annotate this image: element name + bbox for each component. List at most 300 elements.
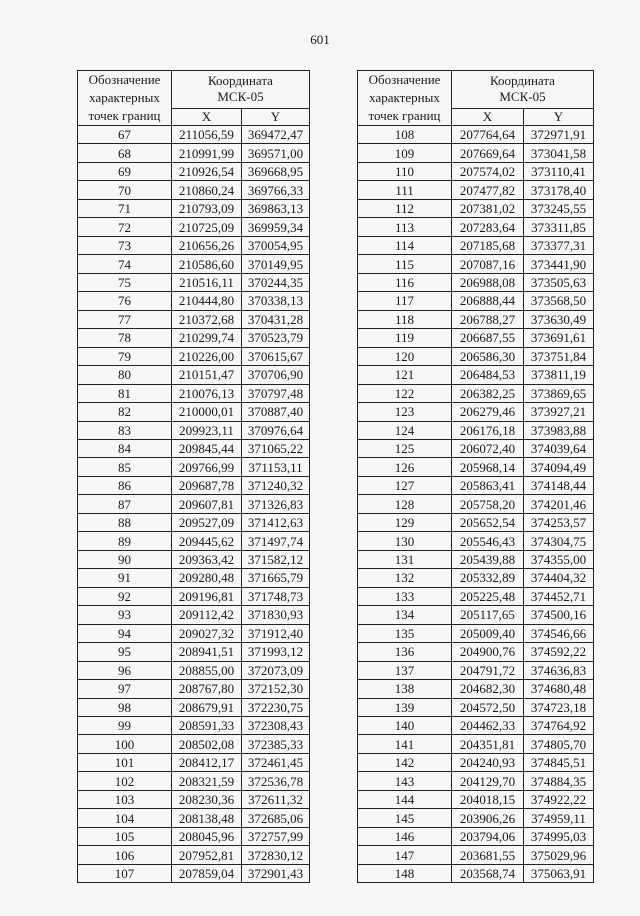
y-value-cell: 372385,33 [242,735,310,753]
y-value-cell: 373983,88 [524,421,594,439]
table-row [358,273,594,291]
y-value-cell: 372901,43 [242,864,310,882]
x-value-cell: 207764,64 [452,126,524,144]
point-label-cell: 101 [78,753,172,771]
label-header-line-3: точек границ [88,108,161,123]
y-value-cell: 372830,12 [242,846,310,864]
point-label-cell: 135 [358,624,452,642]
table-row [358,421,594,439]
table-row [78,753,310,771]
x-value-cell: 205863,41 [452,476,524,494]
table-row [78,643,310,661]
x-value-cell: 205968,14 [452,458,524,476]
x-value-cell: 211056,59 [172,126,242,144]
x-value-cell: 210372,68 [172,310,242,328]
x-value-cell: 210926,54 [172,162,242,180]
x-value-cell: 208321,59 [172,772,242,790]
point-label-cell: 100 [78,735,172,753]
y-value-cell: 374253,57 [524,513,594,531]
x-value-cell: 208591,33 [172,717,242,735]
x-value-cell: 209845,44 [172,439,242,457]
table-row [358,310,594,328]
table-row [78,587,310,605]
point-label-cell: 75 [78,273,172,291]
point-label-cell: 79 [78,347,172,365]
table-row [358,218,594,236]
coord-header-line-2: МСК-05 [499,89,546,105]
table-row [78,439,310,457]
y-column-header: Y [242,108,310,125]
y-value-cell: 373751,84 [524,347,594,365]
x-value-cell: 207952,81 [172,846,242,864]
x-value-cell: 204351,81 [452,735,524,753]
table-row [358,199,594,217]
table-row [358,753,594,771]
y-value-cell: 372611,32 [242,790,310,808]
label-header-line-2: характерных [369,90,440,105]
x-value-cell: 206176,18 [452,421,524,439]
x-value-cell: 205117,65 [452,606,524,624]
x-value-cell: 208045,96 [172,827,242,845]
y-value-cell: 371665,79 [242,569,310,587]
table-row [78,458,310,476]
x-value-cell: 208679,91 [172,698,242,716]
point-label-cell: 92 [78,587,172,605]
y-value-cell: 374636,83 [524,661,594,679]
x-value-cell: 210656,26 [172,236,242,254]
y-value-cell: 369959,34 [242,218,310,236]
point-label-cell: 124 [358,421,452,439]
y-value-cell: 372152,30 [242,680,310,698]
point-label-cell: 145 [358,809,452,827]
x-value-cell: 210076,13 [172,384,242,402]
point-label-cell: 117 [358,292,452,310]
table-row [358,717,594,735]
table-row [358,513,594,531]
table-row [358,329,594,347]
table-body-right [358,126,594,883]
y-value-cell: 373869,65 [524,384,594,402]
point-label-cell: 102 [78,772,172,790]
y-value-cell: 370976,64 [242,421,310,439]
y-value-cell: 369863,13 [242,199,310,217]
point-label-cell: 123 [358,403,452,421]
y-value-cell: 371830,93 [242,606,310,624]
x-value-cell: 208412,17 [172,753,242,771]
y-value-cell: 372757,99 [242,827,310,845]
x-value-cell: 209112,42 [172,606,242,624]
label-header-line-3: точек границ [368,108,441,123]
coord-header-line-1: Координата [208,73,273,89]
x-value-cell: 207669,64 [452,144,524,162]
table-row [78,717,310,735]
table-row [78,846,310,864]
table-row [78,384,310,402]
point-label-cell: 128 [358,495,452,513]
table-row [358,550,594,568]
table-row [358,569,594,587]
table-row [358,643,594,661]
point-label-cell: 103 [78,790,172,808]
table-row [78,827,310,845]
table-row [78,864,310,882]
point-label-cell: 98 [78,698,172,716]
y-value-cell: 369766,33 [242,181,310,199]
x-value-cell: 209607,81 [172,495,242,513]
table-row [78,162,310,180]
y-value-cell: 369472,47 [242,126,310,144]
table-row [78,735,310,753]
x-value-cell: 209445,62 [172,532,242,550]
y-value-cell: 371993,12 [242,643,310,661]
x-value-cell: 210516,11 [172,273,242,291]
x-value-cell: 209196,81 [172,587,242,605]
x-value-cell: 210586,60 [172,255,242,273]
x-value-cell: 203906,26 [452,809,524,827]
y-value-cell: 374094,49 [524,458,594,476]
x-value-cell: 207381,02 [452,199,524,217]
point-label-cell: 74 [78,255,172,273]
table-row [358,126,594,144]
x-value-cell: 204018,15 [452,790,524,808]
x-value-cell: 205439,88 [452,550,524,568]
x-value-cell: 205332,89 [452,569,524,587]
table-row [78,495,310,513]
y-value-cell: 371240,32 [242,476,310,494]
table-row [358,366,594,384]
x-value-cell: 210793,09 [172,199,242,217]
point-label-cell: 146 [358,827,452,845]
point-label-cell: 147 [358,846,452,864]
y-value-cell: 372308,43 [242,717,310,735]
table-row [78,366,310,384]
point-label-cell: 114 [358,236,452,254]
x-value-cell: 205009,40 [452,624,524,642]
y-value-cell: 374884,35 [524,772,594,790]
y-value-cell: 372685,06 [242,809,310,827]
x-column-header: X [452,108,524,125]
y-value-cell: 372971,91 [524,126,594,144]
point-label-cell: 121 [358,366,452,384]
table-row [358,347,594,365]
coordinate-header [172,71,310,109]
x-value-cell: 210000,01 [172,403,242,421]
point-label-cell: 113 [358,218,452,236]
point-label-cell: 72 [78,218,172,236]
point-label-cell: 97 [78,680,172,698]
table-row [358,809,594,827]
y-value-cell: 373441,90 [524,255,594,273]
point-label-cell: 126 [358,458,452,476]
point-label-cell: 83 [78,421,172,439]
x-value-cell: 207574,02 [452,162,524,180]
table-row [358,661,594,679]
point-label-cell: 96 [78,661,172,679]
x-value-cell: 204129,70 [452,772,524,790]
y-value-cell: 369668,95 [242,162,310,180]
y-value-cell: 374922,22 [524,790,594,808]
point-label-cell: 105 [78,827,172,845]
point-label-cell: 77 [78,310,172,328]
label-header-line-1: Обозначение [368,72,441,87]
point-label-cell: 82 [78,403,172,421]
table-row [358,864,594,882]
y-value-cell: 371497,74 [242,532,310,550]
point-label-cell: 129 [358,513,452,531]
point-label-cell: 133 [358,587,452,605]
table-row [358,495,594,513]
table-row [78,661,310,679]
x-value-cell: 206484,53 [452,366,524,384]
x-value-cell: 206072,40 [452,439,524,457]
y-value-cell: 374039,64 [524,439,594,457]
point-label-cell: 84 [78,439,172,457]
x-value-cell: 208138,48 [172,809,242,827]
point-label-cell: 131 [358,550,452,568]
point-label-cell: 139 [358,698,452,716]
table-row [78,513,310,531]
point-label-cell: 107 [78,864,172,882]
y-value-cell: 370615,67 [242,347,310,365]
x-value-cell: 205758,20 [452,495,524,513]
y-value-cell: 369571,00 [242,144,310,162]
x-value-cell: 204682,30 [452,680,524,698]
table-row [78,606,310,624]
table-row [358,772,594,790]
y-value-cell: 373377,31 [524,236,594,254]
y-value-cell: 371748,73 [242,587,310,605]
x-value-cell: 208502,08 [172,735,242,753]
table-row [358,735,594,753]
point-label-cell: 127 [358,476,452,494]
point-label-cell: 110 [358,162,452,180]
table-row [358,790,594,808]
point-label-cell: 148 [358,864,452,882]
y-value-cell: 371153,11 [242,458,310,476]
y-value-cell: 374404,32 [524,569,594,587]
x-value-cell: 206788,27 [452,310,524,328]
point-label-cell: 112 [358,199,452,217]
table-row [78,126,310,144]
x-value-cell: 207087,16 [452,255,524,273]
x-column-header: X [172,108,242,125]
table-row [78,790,310,808]
y-value-cell: 370706,90 [242,366,310,384]
x-value-cell: 206279,46 [452,403,524,421]
y-value-cell: 371326,83 [242,495,310,513]
y-value-cell: 374592,22 [524,643,594,661]
x-value-cell: 210151,47 [172,366,242,384]
y-value-cell: 371065,22 [242,439,310,457]
point-label-cell: 134 [358,606,452,624]
y-value-cell: 374845,51 [524,753,594,771]
point-label-cell: 95 [78,643,172,661]
x-value-cell: 210991,99 [172,144,242,162]
y-value-cell: 370149,95 [242,255,310,273]
x-value-cell: 206888,44 [452,292,524,310]
point-label-cell: 99 [78,717,172,735]
table-row [78,421,310,439]
x-value-cell: 207477,82 [452,181,524,199]
point-label-cell: 132 [358,569,452,587]
point-label-cell: 120 [358,347,452,365]
table-row [78,255,310,273]
coordinate-header [452,71,594,109]
coord-header-line-2: МСК-05 [217,89,264,105]
y-value-cell: 374148,44 [524,476,594,494]
y-value-cell: 373505,63 [524,273,594,291]
y-value-cell: 370797,48 [242,384,310,402]
point-label-cell: 91 [78,569,172,587]
x-value-cell: 208767,80 [172,680,242,698]
y-value-cell: 374355,00 [524,550,594,568]
y-value-cell: 374995,03 [524,827,594,845]
point-label-cell: 85 [78,458,172,476]
y-value-cell: 370887,40 [242,403,310,421]
table-row [358,476,594,494]
point-label-cell: 143 [358,772,452,790]
x-value-cell: 210299,74 [172,329,242,347]
x-value-cell: 206687,55 [452,329,524,347]
table-row [358,680,594,698]
y-value-cell: 370338,13 [242,292,310,310]
y-value-cell: 373927,21 [524,403,594,421]
x-value-cell: 207185,68 [452,236,524,254]
table-row [78,236,310,254]
table-row [358,846,594,864]
page-number: 601 [310,32,330,47]
table-row [78,292,310,310]
y-value-cell: 373311,85 [524,218,594,236]
table-row [78,569,310,587]
x-value-cell: 208941,51 [172,643,242,661]
x-value-cell: 203568,74 [452,864,524,882]
table-row [78,144,310,162]
y-value-cell: 373041,58 [524,144,594,162]
x-value-cell: 207859,04 [172,864,242,882]
point-label-cell: 94 [78,624,172,642]
x-value-cell: 208230,36 [172,790,242,808]
point-label-cell: 71 [78,199,172,217]
y-value-cell: 373110,41 [524,162,594,180]
x-value-cell: 206586,30 [452,347,524,365]
x-value-cell: 209280,48 [172,569,242,587]
y-value-cell: 375063,91 [524,864,594,882]
table-row [78,772,310,790]
table-row [358,181,594,199]
x-value-cell: 204791,72 [452,661,524,679]
x-value-cell: 204462,33 [452,717,524,735]
y-value-cell: 374805,70 [524,735,594,753]
table-row [358,403,594,421]
x-value-cell: 210860,24 [172,181,242,199]
point-label-cell: 86 [78,476,172,494]
x-value-cell: 205225,48 [452,587,524,605]
point-label-cell: 104 [78,809,172,827]
table-body-left [78,126,310,883]
table-row [78,181,310,199]
x-value-cell: 210725,09 [172,218,242,236]
y-value-cell: 374680,48 [524,680,594,698]
point-label-cell: 119 [358,329,452,347]
point-label-cell: 116 [358,273,452,291]
y-value-cell: 372461,45 [242,753,310,771]
y-value-cell: 371412,63 [242,513,310,531]
point-label-cell: 88 [78,513,172,531]
table-row [358,587,594,605]
table-row [358,532,594,550]
table-row [358,236,594,254]
x-value-cell: 209527,09 [172,513,242,531]
table-row [78,550,310,568]
y-value-cell: 371912,40 [242,624,310,642]
x-value-cell: 210226,00 [172,347,242,365]
x-value-cell: 205652,54 [452,513,524,531]
y-value-cell: 370523,79 [242,329,310,347]
x-value-cell: 210444,80 [172,292,242,310]
table-row [358,827,594,845]
point-label-cell: 69 [78,162,172,180]
y-value-cell: 373811,19 [524,366,594,384]
x-value-cell: 204900,76 [452,643,524,661]
point-label-cell: 81 [78,384,172,402]
point-label-cell: 80 [78,366,172,384]
table-row [78,403,310,421]
coordinates-table-right [357,70,594,883]
x-value-cell: 207283,64 [452,218,524,236]
point-label-cell: 93 [78,606,172,624]
coordinates-table-left [77,70,310,883]
point-label-cell: 141 [358,735,452,753]
table-row [358,698,594,716]
point-label-cell: 70 [78,181,172,199]
point-label-cell: 106 [78,846,172,864]
x-value-cell: 205546,43 [452,532,524,550]
point-label-cell: 118 [358,310,452,328]
x-value-cell: 209363,42 [172,550,242,568]
x-value-cell: 209923,11 [172,421,242,439]
coord-header-line-1: Координата [490,73,555,89]
table-row [358,292,594,310]
x-value-cell: 209766,99 [172,458,242,476]
table-row [78,624,310,642]
y-value-cell: 370244,35 [242,273,310,291]
y-value-cell: 373630,49 [524,310,594,328]
point-label-cell: 125 [358,439,452,457]
label-header-line-1: Обозначение [88,72,161,87]
table-row [78,329,310,347]
table-row [358,162,594,180]
label-column-header [78,71,172,126]
y-value-cell: 372536,78 [242,772,310,790]
table-row [358,606,594,624]
table-row [78,680,310,698]
y-value-cell: 372230,75 [242,698,310,716]
y-value-cell: 374959,11 [524,809,594,827]
point-label-cell: 90 [78,550,172,568]
point-label-cell: 87 [78,495,172,513]
point-label-cell: 108 [358,126,452,144]
y-value-cell: 374201,46 [524,495,594,513]
y-value-cell: 373178,40 [524,181,594,199]
point-label-cell: 68 [78,144,172,162]
point-label-cell: 109 [358,144,452,162]
point-label-cell: 142 [358,753,452,771]
y-value-cell: 373691,61 [524,329,594,347]
point-label-cell: 136 [358,643,452,661]
y-value-cell: 374452,71 [524,587,594,605]
y-value-cell: 375029,96 [524,846,594,864]
